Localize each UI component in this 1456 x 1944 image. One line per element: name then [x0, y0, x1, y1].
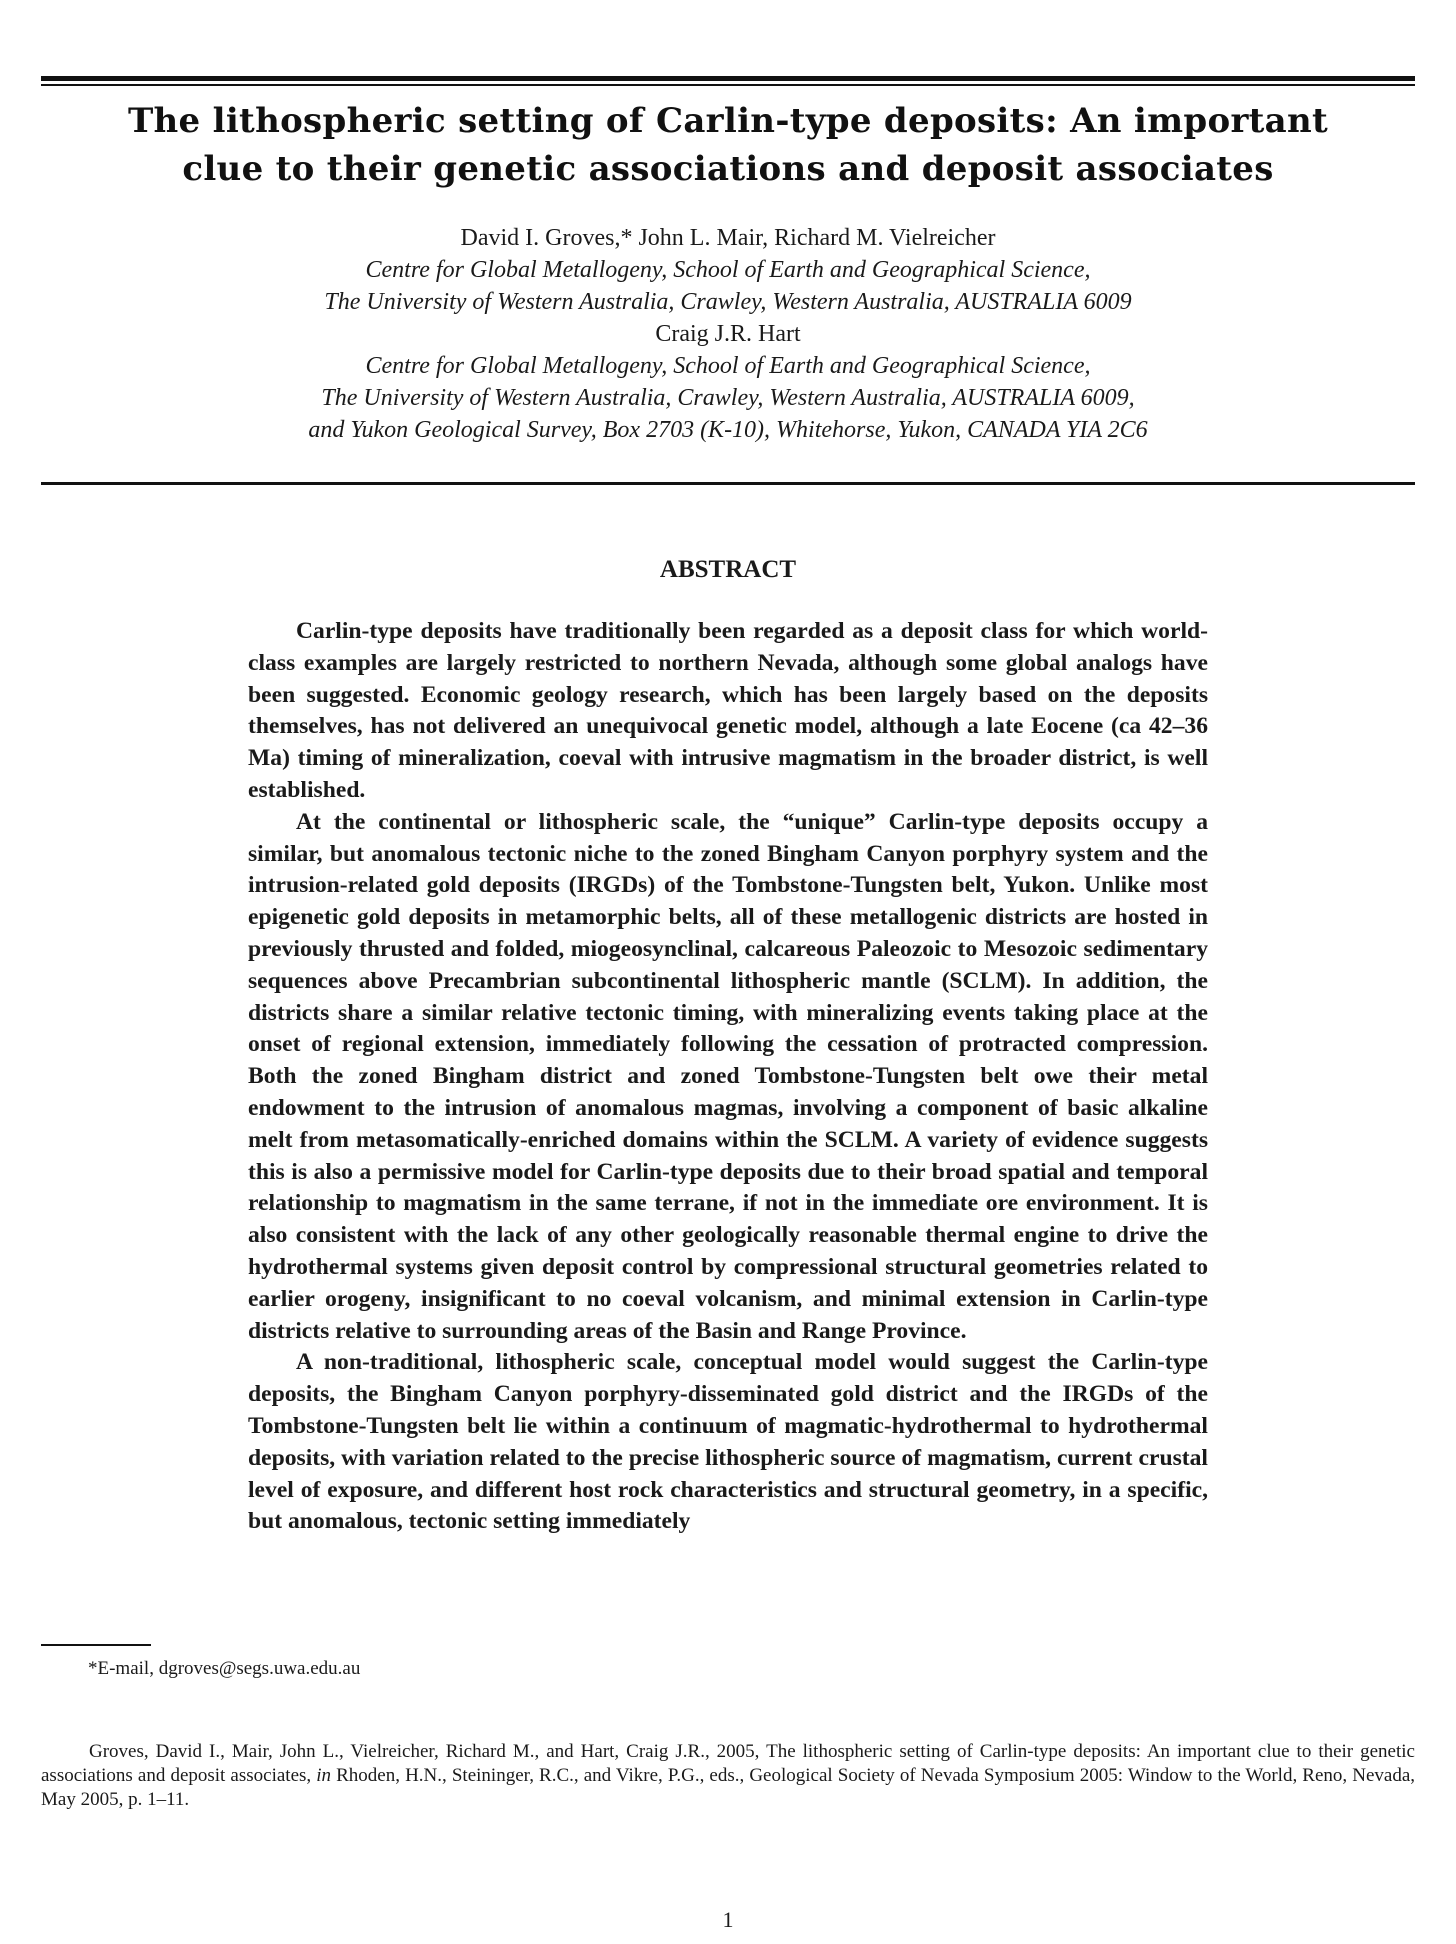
- abstract-paragraph: At the continental or lithospheric scale, the “unique” Carlin-type deposits occupy a similar, but anomalous tectonic niche to the zoned Bingham Canyon porphyry system and the intrusion-related gold deposits (IRGDs) of the Tombstone-Tungsten belt, Yukon. Unlike most epigenetic gold deposits in metamorphic belts, all of these metallogenic districts are hosted in previously thrusted and folded, miogeosynclinal, calcareous Paleozoic to Mesozoic sedimentary sequences above Precambrian subcontinental lithospheric mantle (SCLM). In addition, the districts share a similar relative tectonic timing, with mineralizing events taking place at the onset of regional extension, immediately following the cessation of protracted compression. Both the zoned Bingham district and zoned Tombstone-Tungsten belt owe their metal endowment to the intrusion of anomalous magmas, involving a component of basic alkaline melt from metasomatically-enriched domains within the SCLM. A variety of evidence suggests this is also a permissive model for Carlin-type deposits due to their broad spatial and temporal relationship to magmatism in the same terrane, if not in the immediate ore environment. It is also consistent with the lack of any other geologically reasonable thermal engine to drive the hydrothermal systems given deposit control by compressional structural geometries related to earlier orogeny, insignificant to no coeval volcanism, and minimal extension in Carlin-type districts relative to surrounding areas of the Basin and Range Province.: [248, 808, 1208, 1344]
- header-rule-bottom: [41, 84, 1415, 86]
- affiliation-line: Centre for Global Metallogeny, School of Earth and Geographical Science,: [365, 353, 1091, 379]
- citation-text: Rhoden, H.N., Steininger, R.C., and Vikre, P.G., eds., Geological Society of Nevada Symposium 2005: Window to the World, Reno, Nevada, May 2005, p. 1–11.: [41, 1765, 1416, 1810]
- author-names-2: Craig J.R. Hart: [655, 321, 801, 347]
- footnote-rule: [41, 1644, 151, 1646]
- footnote-email: *E-mail, dgroves@segs.uwa.edu.au: [88, 1658, 361, 1679]
- affiliation-line: The University of Western Australia, Crawley, Western Australia, AUSTRALIA 6009: [324, 289, 1132, 315]
- title-line-2: clue to their genetic associations and deposit associates: [182, 149, 1274, 189]
- affiliation-line: The University of Western Australia, Crawley, Western Australia, AUSTRALIA 6009,: [321, 385, 1135, 411]
- paper-title: [60, 97, 1396, 193]
- citation: [41, 1740, 1415, 1812]
- abstract-paragraph: A non-traditional, lithospheric scale, conceptual model would suggest the Carlin-type deposits, the Bingham Canyon porphyry-disseminated gold district and the IRGDs of the Tombstone-Tungsten belt lie within a continuum of magmatic-hydrothermal to hydrothermal deposits, with variation related to the precise lithospheric source of magmatism, current crustal level of exposure, and different host rock characteristics and structural geometry, in a specific, but anomalous, tectonic setting immediately: [248, 1349, 1208, 1535]
- abstract-body: [248, 616, 1208, 1538]
- affiliation-line: and Yukon Geological Survey, Box 2703 (K-10), Whitehorse, Yukon, CANADA YIA 2C6: [308, 417, 1148, 443]
- section-divider: [41, 482, 1415, 485]
- page-number: 1: [722, 1907, 734, 1932]
- author-block: [60, 222, 1396, 446]
- abstract-heading: ABSTRACT: [659, 556, 797, 583]
- citation-in: in: [316, 1765, 332, 1786]
- header-rule-top: [41, 76, 1415, 81]
- affiliation-line: Centre for Global Metallogeny, School of Earth and Geographical Science,: [365, 257, 1091, 283]
- citation-text: Groves, David I., Mair, John L., Vielreicher, Richard M., and Hart, Craig J.R., 2005, The lithospheric setting of Carlin-type deposits: An important clue to their genetic associations and deposit associates,: [41, 1741, 1415, 1786]
- author-names-1: David I. Groves,* John L. Mair, Richard M. Vielreicher: [460, 225, 996, 251]
- abstract-paragraph: Carlin-type deposits have traditionally been regarded as a deposit class for which world-class examples are largely restricted to northern Nevada, although some global analogs have been suggested. Economic geology research, which has been largely based on the deposits themselves, has not delivered an unequivocal genetic model, although a late Eocene (ca 42–36 Ma) timing of mineralization, coeval with intrusive magmatism in the broader district, is well established.: [248, 618, 1208, 803]
- title-line-1: The lithospheric setting of Carlin-type deposits: An important: [127, 101, 1329, 141]
